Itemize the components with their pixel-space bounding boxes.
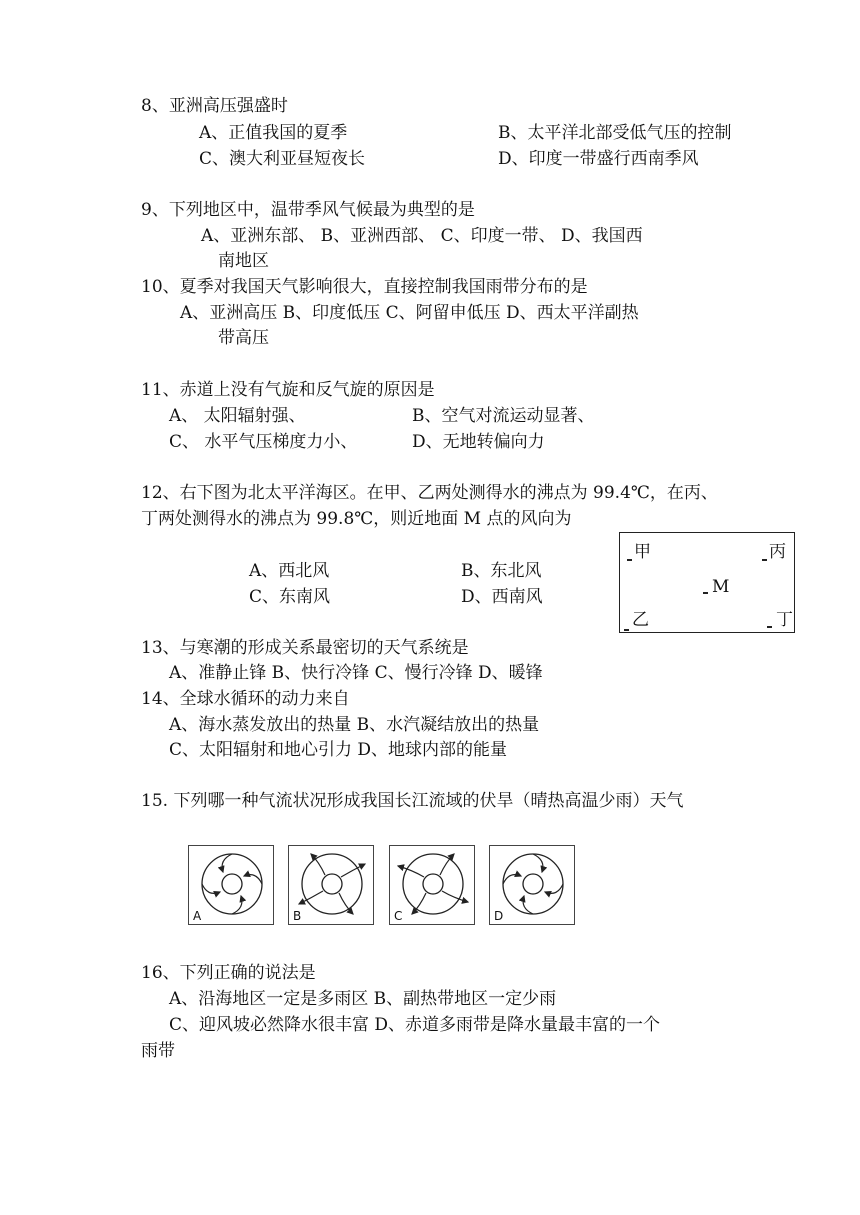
q11-option-a: A、 太阳辐射强、 (169, 406, 306, 426)
q15-stem: 15. 下列哪一种气流状况形成我国长江流域的伏旱（晴热高温少雨）天气 (141, 791, 684, 811)
q13-options: A、准静止锋 B、快行冷锋 C、慢行冷锋 D、暖锋 (169, 663, 543, 683)
point-m-label: M (712, 577, 730, 597)
q8-option-a: A、正值我国的夏季 (199, 123, 348, 143)
q10-options: A、亚洲高压 B、印度低压 C、阿留申低压 D、西太平洋副热 (180, 303, 639, 323)
q12-line2: 丁两处测得水的沸点为 99.8℃，则近地面 M 点的风向为 (141, 509, 572, 529)
q11-option-b: B、空气对流运动显著、 (412, 406, 595, 426)
airflow-diagram-d (489, 845, 575, 925)
q9-options: A、亚洲东部、 B、亚洲西部、 C、印度一带、 D、我国西 (201, 226, 643, 246)
q16-stem: 16、下列正确的说法是 (141, 963, 316, 983)
q12-option-d: D、西南风 (461, 587, 543, 607)
diagram-d-label: D (494, 909, 504, 923)
q8-option-d: D、印度一带盛行西南季风 (498, 149, 699, 169)
q9-stem: 9、下列地区中，温带季风气候最为典型的是 (141, 200, 475, 220)
point-ding-label: 丁 (776, 610, 793, 630)
point-bing-label: 丙 (769, 542, 786, 562)
q12-line1: 12、右下图为北太平洋海区。在甲、乙两处测得水的沸点为 99.4℃，在丙、 (141, 483, 718, 503)
diagram-a-label: A (193, 909, 202, 923)
q8-stem: 8、亚洲高压强盛时 (141, 96, 288, 116)
q14-stem: 14、全球水循环的动力来自 (141, 689, 350, 709)
q16-options-cd: C、迎风坡必然降水很丰富 D、赤道多雨带是降水量最丰富的一个 (169, 1015, 661, 1035)
q11-option-d: D、无地转偏向力 (412, 432, 545, 452)
q14-options-cd: C、太阳辐射和地心引力 D、地球内部的能量 (169, 740, 508, 760)
point-jia-label: 甲 (634, 542, 651, 562)
airflow-diagram-a (188, 845, 274, 925)
point-yi-label: 乙 (632, 610, 649, 630)
q12-option-c: C、东南风 (249, 587, 331, 607)
q10-options-cont: 带高压 (218, 328, 269, 348)
q8-option-b: B、太平洋北部受低气压的控制 (498, 123, 732, 143)
q9-options-cont: 南地区 (218, 251, 269, 271)
q12-option-a: A、西北风 (249, 561, 330, 581)
q16-options-cont: 雨带 (141, 1041, 175, 1061)
q8-option-c: C、澳大利亚昼短夜长 (199, 149, 366, 169)
diagram-b-label: B (293, 909, 302, 923)
q10-stem: 10、夏季对我国天气影响很大，直接控制我国雨带分布的是 (141, 277, 588, 297)
q13-stem: 13、与寒潮的形成关系最密切的天气系统是 (141, 638, 469, 658)
pacific-map-figure (619, 532, 795, 633)
outflow-spiral-icon (289, 846, 375, 926)
q11-stem: 11、赤道上没有气旋和反气旋的原因是 (141, 380, 435, 400)
outflow-spiral-icon (390, 846, 476, 926)
q16-options-ab: A、沿海地区一定是多雨区 B、副热带地区一定少雨 (169, 989, 557, 1009)
diagram-c-label: C (394, 909, 403, 923)
airflow-diagram-b (288, 845, 374, 925)
q14-options-ab: A、海水蒸发放出的热量 B、水汽凝结放出的热量 (169, 715, 540, 735)
q12-option-b: B、东北风 (461, 561, 542, 581)
airflow-diagram-c (389, 845, 475, 925)
inflow-spiral-icon (189, 846, 275, 926)
q11-option-c: C、 水平气压梯度力小、 (169, 432, 358, 452)
